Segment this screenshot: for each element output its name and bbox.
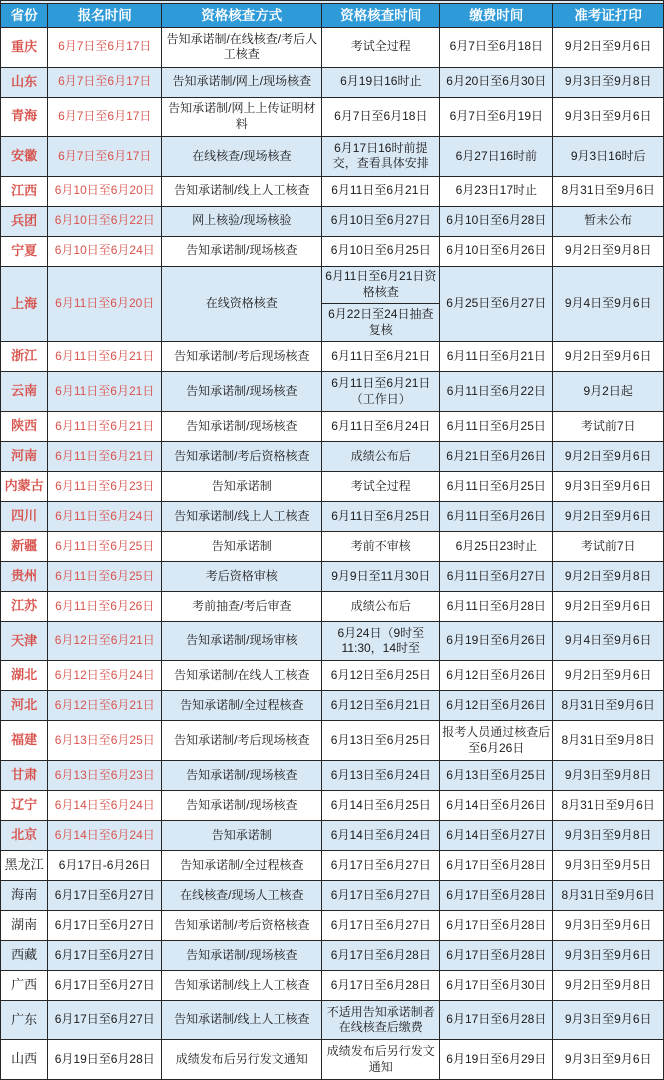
cell-province: 天津 <box>11 632 38 648</box>
cell-check-method: 告知承诺制/现场核查 <box>161 761 321 790</box>
cell-reg-time: 6月7日至6月17日 <box>47 98 161 137</box>
table-row <box>1 28 663 68</box>
cell-check-time <box>321 207 439 236</box>
cell-print-time: 9月3日至9月8日 <box>552 68 663 97</box>
check-time-primary: 9月9日至11月30日 <box>331 568 431 583</box>
cell-reg-time: 6月10日至6月22日 <box>47 207 161 236</box>
cell-pay-time: 6月21日至6月26日 <box>439 442 552 471</box>
header-print-time: 准考证打印 <box>552 4 663 27</box>
cell-check-method: 网上核验/现场核验 <box>161 207 321 236</box>
cell-reg-time: 6月11日至6月24日 <box>47 502 161 531</box>
table-row <box>1 941 663 971</box>
cell-print-time: 9月3日至9月6日 <box>552 1040 663 1079</box>
cell-check-time <box>321 472 439 501</box>
cell-province: 贵州 <box>11 567 38 583</box>
cell-check-method: 告知承诺制/现场核查 <box>161 412 321 441</box>
check-time-primary: 6月12日至6月21日 <box>330 698 431 713</box>
cell-pay-time: 6月19日至6月26日 <box>439 622 552 661</box>
cell-reg-time: 6月17日至6月27日 <box>47 881 161 910</box>
cell-check-time <box>321 28 439 67</box>
check-time-primary: 成绩公布后 <box>350 448 411 463</box>
cell-province: 山西 <box>11 1051 38 1067</box>
table-row <box>1 851 663 881</box>
cell-pay-time: 6月17日至6月28日 <box>439 1001 552 1040</box>
cell-check-method: 在线核查/现场核查 <box>161 137 321 176</box>
cell-check-method: 在线核查/现场人工核查 <box>161 881 321 910</box>
cell-province: 湖北 <box>11 667 38 683</box>
cell-pay-time: 6月10日至6月28日 <box>439 207 552 236</box>
cell-reg-time: 6月17日至6月27日 <box>47 941 161 970</box>
cell-reg-time: 6月7日至6月17日 <box>47 28 161 67</box>
cell-check-method: 告知承诺制/线上人工核查 <box>161 971 321 1000</box>
cell-pay-time: 6月10日至6月26日 <box>439 237 552 266</box>
cell-check-time <box>321 661 439 690</box>
cell-check-time <box>321 622 439 661</box>
cell-reg-time: 6月11日至6月21日 <box>47 442 161 471</box>
cell-province: 甘肃 <box>11 766 38 782</box>
check-time-primary: 6月11日至6月24日 <box>331 418 431 433</box>
cell-pay-time: 6月12日至6月26日 <box>439 691 552 720</box>
cell-pay-time: 6月17日至6月28日 <box>439 881 552 910</box>
cell-print-time: 9月2日至9月6日 <box>552 502 663 531</box>
cell-reg-time: 6月11日至6月25日 <box>47 532 161 561</box>
check-time-secondary: 6月22日至24日抽查复核 <box>322 303 439 341</box>
cell-check-time <box>321 442 439 471</box>
cell-pay-time: 6月7日至6月19日 <box>439 98 552 137</box>
check-time-primary: 6月10日至6月27日 <box>330 213 431 228</box>
cell-print-time: 9月3日至9月6日 <box>552 1001 663 1040</box>
cell-check-time <box>321 592 439 621</box>
cell-province: 上海 <box>11 295 38 311</box>
check-time-primary: 6月13日至6月24日 <box>330 767 431 782</box>
cell-check-method: 告知承诺制/线上人工核查 <box>161 502 321 531</box>
check-time-primary: 成绩发布后另行发文通知 <box>326 1044 435 1074</box>
check-time-primary: 6月17日至6月27日 <box>330 917 431 932</box>
cell-check-time <box>321 562 439 591</box>
cell-pay-time: 6月17日至6月30日 <box>439 971 552 1000</box>
cell-check-method: 告知承诺制/线上人工核查 <box>161 1001 321 1040</box>
cell-reg-time: 6月11日至6月21日 <box>47 412 161 441</box>
cell-print-time: 9月2日至9月6日 <box>552 342 663 371</box>
check-time-primary: 6月19日16时止 <box>340 74 422 89</box>
cell-province: 云南 <box>11 383 38 399</box>
cell-pay-time: 6月17日至6月28日 <box>439 851 552 880</box>
cell-check-time <box>321 137 439 176</box>
cell-reg-time: 6月12日至6月24日 <box>47 661 161 690</box>
cell-check-time <box>321 971 439 1000</box>
table-row <box>1 137 663 177</box>
cell-check-method: 考后资格审核 <box>161 562 321 591</box>
cell-reg-time: 6月11日至6月20日 <box>47 267 161 342</box>
cell-check-method: 告知承诺制/全过程核查 <box>161 851 321 880</box>
cell-province: 宁夏 <box>11 242 38 258</box>
table-row <box>1 1040 663 1079</box>
table-row <box>1 881 663 911</box>
check-time-primary: 6月10日至6月25日 <box>330 243 431 258</box>
cell-print-time: 9月2日至9月6日 <box>552 442 663 471</box>
cell-print-time: 8月31日至9月6日 <box>552 177 663 206</box>
check-time-primary: 成绩公布后 <box>350 598 411 613</box>
table-row <box>1 237 663 267</box>
cell-pay-time: 6月11日至6月22日 <box>439 372 552 411</box>
check-time-primary: 6月7日至6月18日 <box>334 109 428 123</box>
cell-print-time: 9月2日至9月8日 <box>552 237 663 266</box>
cell-check-method: 告知承诺制/线上人工核查 <box>161 177 321 206</box>
cell-reg-time: 6月12日至6月21日 <box>47 691 161 720</box>
table-row <box>1 821 663 851</box>
cell-print-time: 9月4日至9月6日 <box>552 267 663 342</box>
cell-print-time: 8月31日至9月6日 <box>552 691 663 720</box>
table-row <box>1 622 663 662</box>
table-row <box>1 472 663 502</box>
header-check-time: 资格核查时间 <box>321 4 439 27</box>
cell-check-method: 告知承诺制/在线核查/考后人工核查 <box>161 28 321 67</box>
table-row <box>1 971 663 1001</box>
cell-check-method: 告知承诺制/现场核查 <box>161 237 321 266</box>
cell-province: 江苏 <box>11 597 38 613</box>
cell-province: 广西 <box>11 976 38 992</box>
check-time-primary: 6月11日至6月21日（工作日） <box>331 375 431 406</box>
cell-check-method: 考前抽查/考后审查 <box>161 592 321 621</box>
cell-check-method: 告知承诺制/考后现场核查 <box>161 342 321 371</box>
cell-pay-time: 6月11日至6月25日 <box>439 472 552 501</box>
cell-pay-time: 6月11日至6月28日 <box>439 592 552 621</box>
cell-reg-time: 6月10日至6月24日 <box>47 237 161 266</box>
cell-pay-time: 6月27日16时前 <box>439 137 552 176</box>
cell-pay-time: 6月20日至6月30日 <box>439 68 552 97</box>
cell-pay-time: 报考人员通过核查后至6月26日 <box>439 721 552 760</box>
cell-check-time <box>321 502 439 531</box>
table-row <box>1 177 663 207</box>
cell-check-time <box>321 412 439 441</box>
cell-check-method: 告知承诺制/现场审核 <box>161 622 321 661</box>
cell-print-time: 考试前7日 <box>552 532 663 561</box>
cell-reg-time: 6月7日至6月17日 <box>47 68 161 97</box>
cell-print-time: 9月2日至9月6日 <box>552 592 663 621</box>
check-time-primary: 6月11日至6月21日 <box>331 183 431 198</box>
cell-province: 河南 <box>11 447 38 463</box>
cell-print-time: 考试前7日 <box>552 412 663 441</box>
cell-check-method: 告知承诺制/现场核查 <box>161 372 321 411</box>
cell-province: 江西 <box>11 182 38 198</box>
table-row <box>1 442 663 472</box>
cell-check-method: 告知承诺制/网上上传证明材料 <box>161 98 321 137</box>
cell-print-time: 9月3日至9月6日 <box>552 911 663 940</box>
check-time-primary: 6月24日（9时至11:30，14时至 <box>337 625 425 656</box>
check-time-primary: 6月11日至6月25日 <box>331 508 431 523</box>
cell-check-time <box>321 532 439 561</box>
table-row <box>1 372 663 412</box>
cell-print-time: 8月31日至9月6日 <box>552 791 663 820</box>
cell-check-method: 成绩发布后另行发文通知 <box>161 1040 321 1079</box>
cell-province: 安徽 <box>11 147 38 163</box>
table-row <box>1 691 663 721</box>
table-row <box>1 98 663 138</box>
table-row <box>1 207 663 237</box>
check-time-primary: 6月11日至6月21日 <box>331 349 431 364</box>
cell-pay-time: 6月14日至6月27日 <box>439 821 552 850</box>
check-time-primary: 6月17日至6月28日 <box>330 947 431 962</box>
table-row <box>1 412 663 442</box>
table-row <box>1 342 663 372</box>
cell-check-time <box>321 98 439 137</box>
header-reg-time: 报名时间 <box>47 4 161 27</box>
cell-province: 西藏 <box>11 946 38 962</box>
cell-province: 重庆 <box>11 38 38 54</box>
cell-province: 北京 <box>11 826 38 842</box>
cell-reg-time: 6月13日至6月25日 <box>47 721 161 760</box>
cell-province: 广东 <box>11 1011 38 1027</box>
cell-check-method: 告知承诺制/考后现场核查 <box>161 721 321 760</box>
cell-check-time <box>321 761 439 790</box>
cell-pay-time: 6月13日至6月25日 <box>439 761 552 790</box>
cell-check-time <box>321 177 439 206</box>
cell-print-time: 8月31日至9月8日 <box>552 721 663 760</box>
cell-province: 浙江 <box>11 348 38 364</box>
cell-print-time: 9月3日至9月8日 <box>552 821 663 850</box>
cell-print-time: 9月3日16时后 <box>552 137 663 176</box>
cell-pay-time: 6月23日17时止 <box>439 177 552 206</box>
table-row <box>1 761 663 791</box>
cell-check-method: 告知承诺制/考后资格核查 <box>161 911 321 940</box>
table-row <box>1 68 663 98</box>
cell-reg-time: 6月19日至6月28日 <box>47 1040 161 1079</box>
check-time-primary: 考试全过程 <box>350 39 411 54</box>
cell-pay-time: 6月17日至6月28日 <box>439 941 552 970</box>
check-time-primary: 6月17日16时前提交，查看具体安排 <box>332 140 429 171</box>
cell-reg-time: 6月17日至6月27日 <box>47 1001 161 1040</box>
cell-print-time: 9月4日至9月6日 <box>552 622 663 661</box>
table-row <box>1 661 663 691</box>
cell-check-method: 告知承诺制/网上/现场核查 <box>161 68 321 97</box>
check-time-primary: 6月13日至6月25日 <box>330 732 431 747</box>
cell-province: 黑龙江 <box>4 856 44 872</box>
table-row <box>1 502 663 532</box>
check-time-primary: 考试全过程 <box>350 478 411 493</box>
cell-check-method: 告知承诺制 <box>161 821 321 850</box>
cell-pay-time: 6月25日23时止 <box>439 532 552 561</box>
cell-pay-time: 6月11日至6月25日 <box>439 412 552 441</box>
cell-print-time: 暂未公布 <box>552 207 663 236</box>
cell-check-method: 告知承诺制 <box>161 532 321 561</box>
cell-pay-time: 6月25日至6月27日 <box>439 267 552 342</box>
cell-check-time <box>321 911 439 940</box>
cell-reg-time: 6月17日至6月27日 <box>47 911 161 940</box>
cell-reg-time: 6月11日至6月21日 <box>47 342 161 371</box>
check-time-primary: 6月14日至6月25日 <box>330 797 431 812</box>
cell-province: 海南 <box>11 886 38 902</box>
cell-check-time <box>321 372 439 411</box>
cell-print-time: 9月3日至9月8日 <box>552 761 663 790</box>
table-header <box>1 4 663 28</box>
cell-print-time: 9月3日至9月6日 <box>552 941 663 970</box>
cell-reg-time: 6月17日至6月27日 <box>47 971 161 1000</box>
cell-check-time <box>321 1040 439 1079</box>
cell-print-time: 8月31日至9月6日 <box>552 881 663 910</box>
table-row <box>1 267 663 343</box>
check-time-primary: 6月17日至6月27日 <box>330 857 431 872</box>
cell-check-time <box>321 851 439 880</box>
header-check-method: 资格核查方式 <box>161 4 321 27</box>
cell-check-method: 告知承诺制/考后资格核查 <box>161 442 321 471</box>
cell-check-time <box>321 342 439 371</box>
cell-province: 新疆 <box>11 537 38 553</box>
cell-check-method: 告知承诺制/在线人工核查 <box>161 661 321 690</box>
cell-check-method: 告知承诺制/全过程核查 <box>161 691 321 720</box>
check-time-primary: 不适用告知承诺制者在线核查后缴费 <box>326 1004 435 1035</box>
cell-province: 兵团 <box>11 212 38 228</box>
cell-province: 陕西 <box>11 417 38 433</box>
cell-reg-time: 6月7日至6月17日 <box>47 137 161 176</box>
cell-check-time <box>321 791 439 820</box>
cell-check-time <box>321 821 439 850</box>
cell-pay-time: 6月19日至6月29日 <box>439 1040 552 1079</box>
check-time-primary: 6月17日至6月27日 <box>330 887 431 902</box>
cell-reg-time: 6月13日至6月23日 <box>47 761 161 790</box>
cell-reg-time: 6月12日至6月21日 <box>47 622 161 661</box>
cell-check-method: 告知承诺制/现场核查 <box>161 791 321 820</box>
cell-pay-time: 6月11日至6月21日 <box>439 342 552 371</box>
cell-check-method: 告知承诺制/现场核查 <box>161 941 321 970</box>
table-body <box>1 28 663 1079</box>
table-row <box>1 562 663 592</box>
check-time-primary: 6月14日至6月24日 <box>330 827 431 842</box>
cell-print-time: 9月3日至9月6日 <box>552 98 663 137</box>
cell-reg-time: 6月14日至6月24日 <box>47 821 161 850</box>
cell-province: 湖南 <box>11 916 38 932</box>
header-pay-time: 缴费时间 <box>439 4 552 27</box>
cell-province: 四川 <box>11 507 38 523</box>
cell-check-time <box>321 691 439 720</box>
cell-pay-time: 6月17日至6月28日 <box>439 911 552 940</box>
cell-check-time <box>321 941 439 970</box>
cell-reg-time: 6月11日至6月21日 <box>47 372 161 411</box>
cell-check-method: 在线资格核查 <box>161 267 321 342</box>
cell-province: 福建 <box>11 732 38 748</box>
cell-pay-time: 6月12日至6月26日 <box>439 661 552 690</box>
cell-check-time <box>321 267 439 342</box>
table-row <box>1 532 663 562</box>
header-province: 省份 <box>10 7 38 23</box>
table-row <box>1 791 663 821</box>
cell-reg-time: 6月11日至6月23日 <box>47 472 161 501</box>
cell-pay-time: 6月11日至6月26日 <box>439 502 552 531</box>
cell-reg-time: 6月11日至6月25日 <box>47 562 161 591</box>
check-time-primary: 6月17日至6月28日 <box>330 977 431 992</box>
cell-province: 青海 <box>11 108 38 124</box>
check-time-primary: 考前不审核 <box>350 538 411 553</box>
cell-reg-time: 6月17日-6月26日 <box>47 851 161 880</box>
table-row <box>1 592 663 622</box>
cell-print-time: 9月2日起 <box>552 372 663 411</box>
cell-check-time <box>321 68 439 97</box>
cell-check-time <box>321 1001 439 1040</box>
table-row <box>1 911 663 941</box>
cell-print-time: 9月2日至9月8日 <box>552 562 663 591</box>
cell-check-time <box>321 237 439 266</box>
cell-reg-time: 6月11日至6月26日 <box>47 592 161 621</box>
cell-pay-time: 6月14日至6月26日 <box>439 791 552 820</box>
cell-reg-time: 6月14日至6月24日 <box>47 791 161 820</box>
check-time-primary: 6月11日至6月21日资格核查 <box>325 269 437 300</box>
cell-pay-time: 6月11日至6月27日 <box>439 562 552 591</box>
cell-check-method: 告知承诺制 <box>161 472 321 501</box>
cell-check-time <box>321 721 439 760</box>
table-row <box>1 1001 663 1041</box>
table-row <box>1 721 663 761</box>
cell-print-time: 9月3日至9月5日 <box>552 851 663 880</box>
cell-province: 内蒙古 <box>4 477 44 493</box>
cell-print-time: 9月3日至9月6日 <box>552 472 663 501</box>
cell-province: 山东 <box>11 73 38 89</box>
cell-province: 河北 <box>11 697 38 713</box>
cell-check-time <box>321 881 439 910</box>
cell-reg-time: 6月10日至6月20日 <box>47 177 161 206</box>
cell-print-time: 9月2日至9月6日 <box>552 661 663 690</box>
cell-province: 辽宁 <box>11 796 38 812</box>
cell-pay-time: 6月7日至6月18日 <box>439 28 552 67</box>
cell-print-time: 9月2日至9月8日 <box>552 971 663 1000</box>
cell-print-time: 9月2日至9月6日 <box>552 28 663 67</box>
check-time-primary: 6月12日至6月25日 <box>330 668 431 683</box>
